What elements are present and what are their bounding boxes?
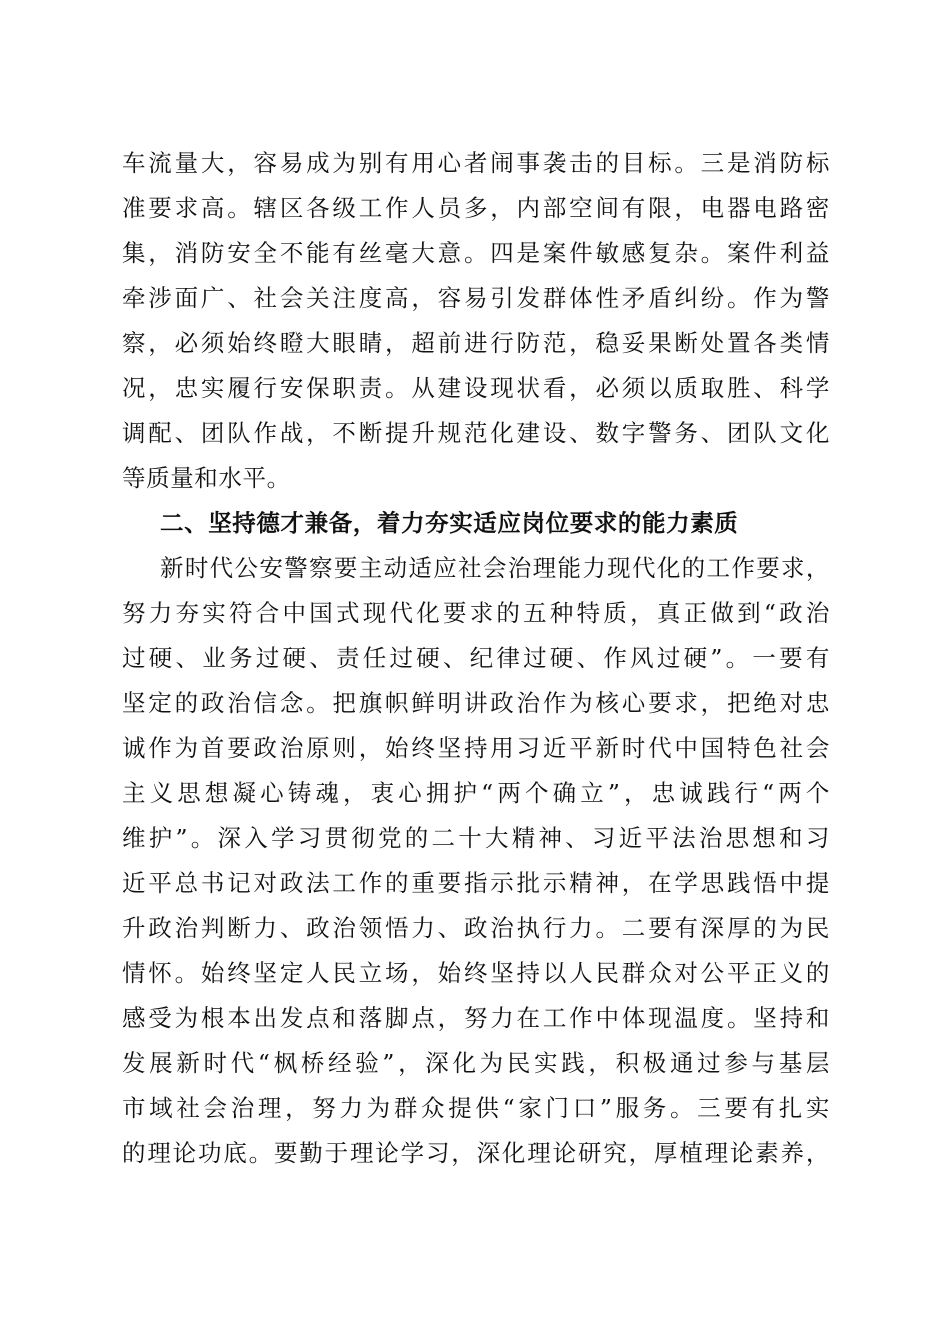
paragraph-line: 市域社会治理，努力为群众提供“家门口”服务。三要有扎实 xyxy=(122,1094,830,1122)
paragraph-line: 情怀。始终坚定人民立场，始终坚持以人民群众对公平正义的 xyxy=(122,959,830,987)
paragraph-line: 升政治判断力、政治领悟力、政治执行力。二要有深厚的为民 xyxy=(122,914,830,942)
paragraph-line: 感受为根本出发点和落脚点，努力在工作中体现温度。坚持和 xyxy=(122,1004,830,1032)
paragraph-line: 等质量和水平。 xyxy=(122,464,291,492)
paragraph-line: 况，忠实履行安保职责。从建设现状看，必须以质取胜、科学 xyxy=(122,374,830,402)
paragraph-line: 发展新时代“枫桥经验”，深化为民实践，积极通过参与基层 xyxy=(122,1049,830,1077)
paragraph-line: 的理论功底。要勤于理论学习，深化理论研究，厚植理论素养， xyxy=(122,1139,830,1167)
paragraph-line: 过硬、业务过硬、责任过硬、纪律过硬、作风过硬”。一要有 xyxy=(122,644,830,672)
paragraph-line: 近平总书记对政法工作的重要指示批示精神，在学思践悟中提 xyxy=(122,869,830,897)
paragraph-line: 主义思想凝心铸魂，衷心拥护“两个确立”，忠诚践行“两个 xyxy=(122,779,830,807)
section-heading-text: 二、坚持德才兼备，着力夯实适应岗位要求的能力素质 xyxy=(160,509,739,537)
paragraph-line: 牵涉面广、社会关注度高，容易引发群体性矛盾纠纷。作为警 xyxy=(122,284,830,312)
paragraph-line: 新时代公安警察要主动适应社会治理能力现代化的工作要求， xyxy=(160,554,830,582)
body-paragraph xyxy=(122,546,830,1176)
paragraph-line: 努力夯实符合中国式现代化要求的五种特质，真正做到“政治 xyxy=(122,599,830,627)
paragraph-line: 调配、团队作战，不断提升规范化建设、数字警务、团队文化 xyxy=(122,419,830,447)
section-heading xyxy=(122,501,830,546)
paragraph-line: 维护”。深入学习贯彻党的二十大精神、习近平法治思想和习 xyxy=(122,824,830,852)
paragraph-line: 坚定的政治信念。把旗帜鲜明讲政治作为核心要求，把绝对忠 xyxy=(122,689,830,717)
paragraph-line: 准要求高。辖区各级工作人员多，内部空间有限，电器电路密 xyxy=(122,194,830,222)
paragraph-line: 诚作为首要政治原则，始终坚持用习近平新时代中国特色社会 xyxy=(122,734,830,762)
paragraph-line: 察，必须始终瞪大眼睛，超前进行防范，稳妥果断处置各类情 xyxy=(122,329,830,357)
paragraph-line: 集，消防安全不能有丝毫大意。四是案件敏感复杂。案件利益 xyxy=(122,239,830,267)
body-paragraph-continued xyxy=(122,141,830,501)
paragraph-line: 车流量大，容易成为别有用心者闹事袭击的目标。三是消防标 xyxy=(122,149,830,177)
